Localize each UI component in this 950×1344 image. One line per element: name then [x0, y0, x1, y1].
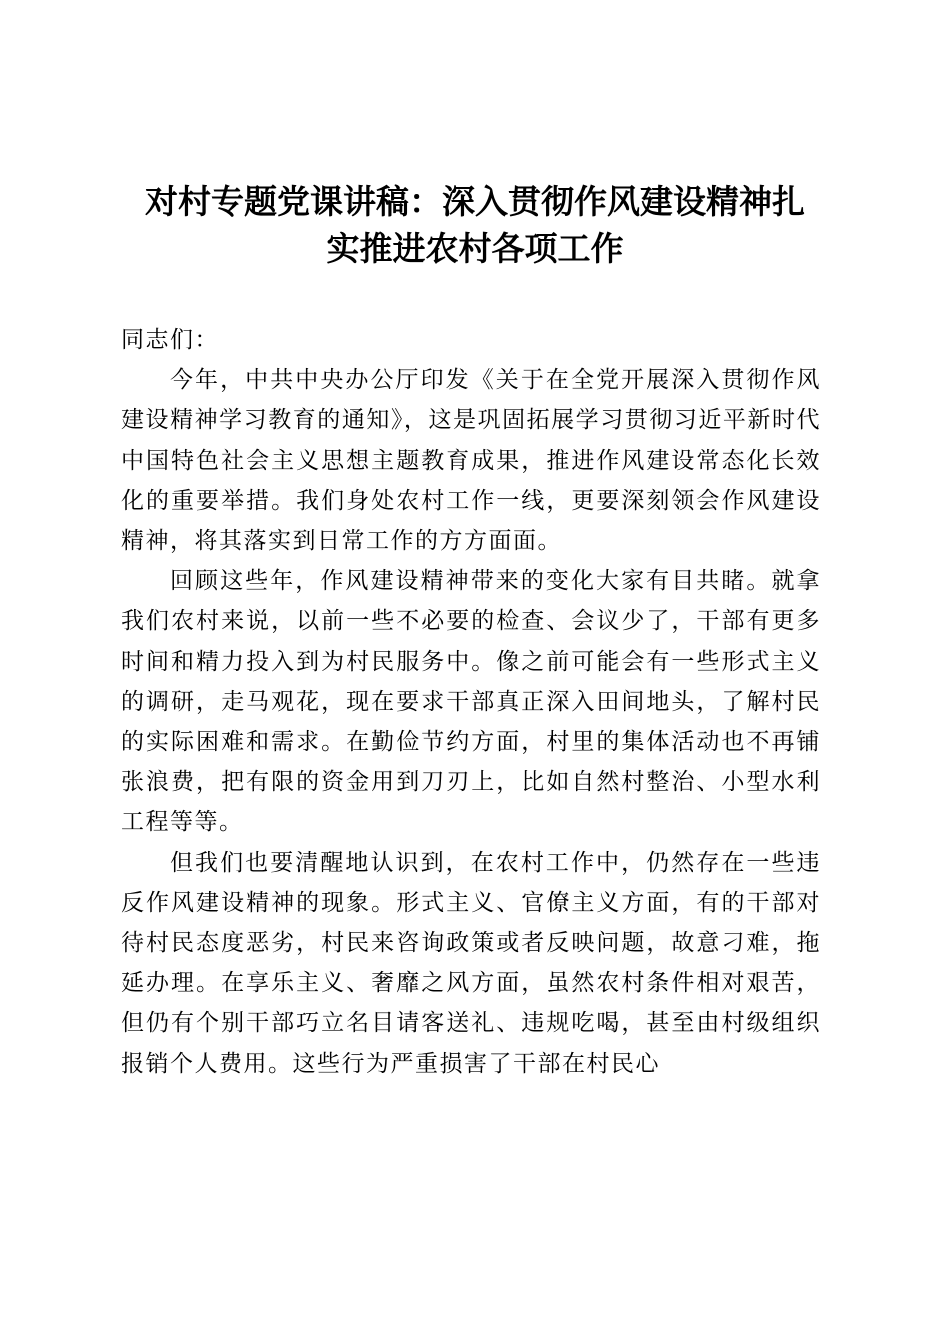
document-title: [100, 178, 850, 272]
title-line-2: 实推进农村各项工作: [326, 229, 624, 268]
salutation: 同志们：: [121, 327, 219, 353]
document-body: [121, 320, 821, 1084]
paragraph-1: 今年，中共中央办公厅印发《关于在全党开展深入贯彻作风建设精神学习教育的通知》，这是巩固拓展学习贯彻习近平新时代中国特色社会主义思想主题教育成果，推进作风建设常态化长效化的重要举措。我们身处农村工作一线，更要深刻领会作风建设精神，将其落实到日常工作的方方面面。: [121, 367, 821, 555]
title-line-1: 对村专题党课讲稿：深入贯彻作风建设精神扎: [145, 182, 805, 221]
paragraph-3: 但我们也要清醒地认识到，在农村工作中，仍然存在一些违反作风建设精神的现象。形式主义、官僚主义方面，有的干部对待村民态度恶劣，村民来咨询政策或者反映问题，故意刁难，拖延办理。在享乐主义、奢靡之风方面，虽然农村条件相对艰苦，但仍有个别干部巧立名目请客送礼、违规吃喝，甚至由村级组织报销个人费用。这些行为严重损害了干部在村民心: [121, 849, 821, 1077]
paragraph-2: 回顾这些年，作风建设精神带来的变化大家有目共睹。就拿我们农村来说，以前一些不必要的检查、会议少了，干部有更多时间和精力投入到为村民服务中。像之前可能会有一些形式主义的调研，走马观花，现在要求干部真正深入田间地头，了解村民的实际困难和需求。在勤俭节约方面，村里的集体活动也不再铺张浪费，把有限的资金用到刀刃上，比如自然村整治、小型水利工程等等。: [121, 568, 821, 836]
